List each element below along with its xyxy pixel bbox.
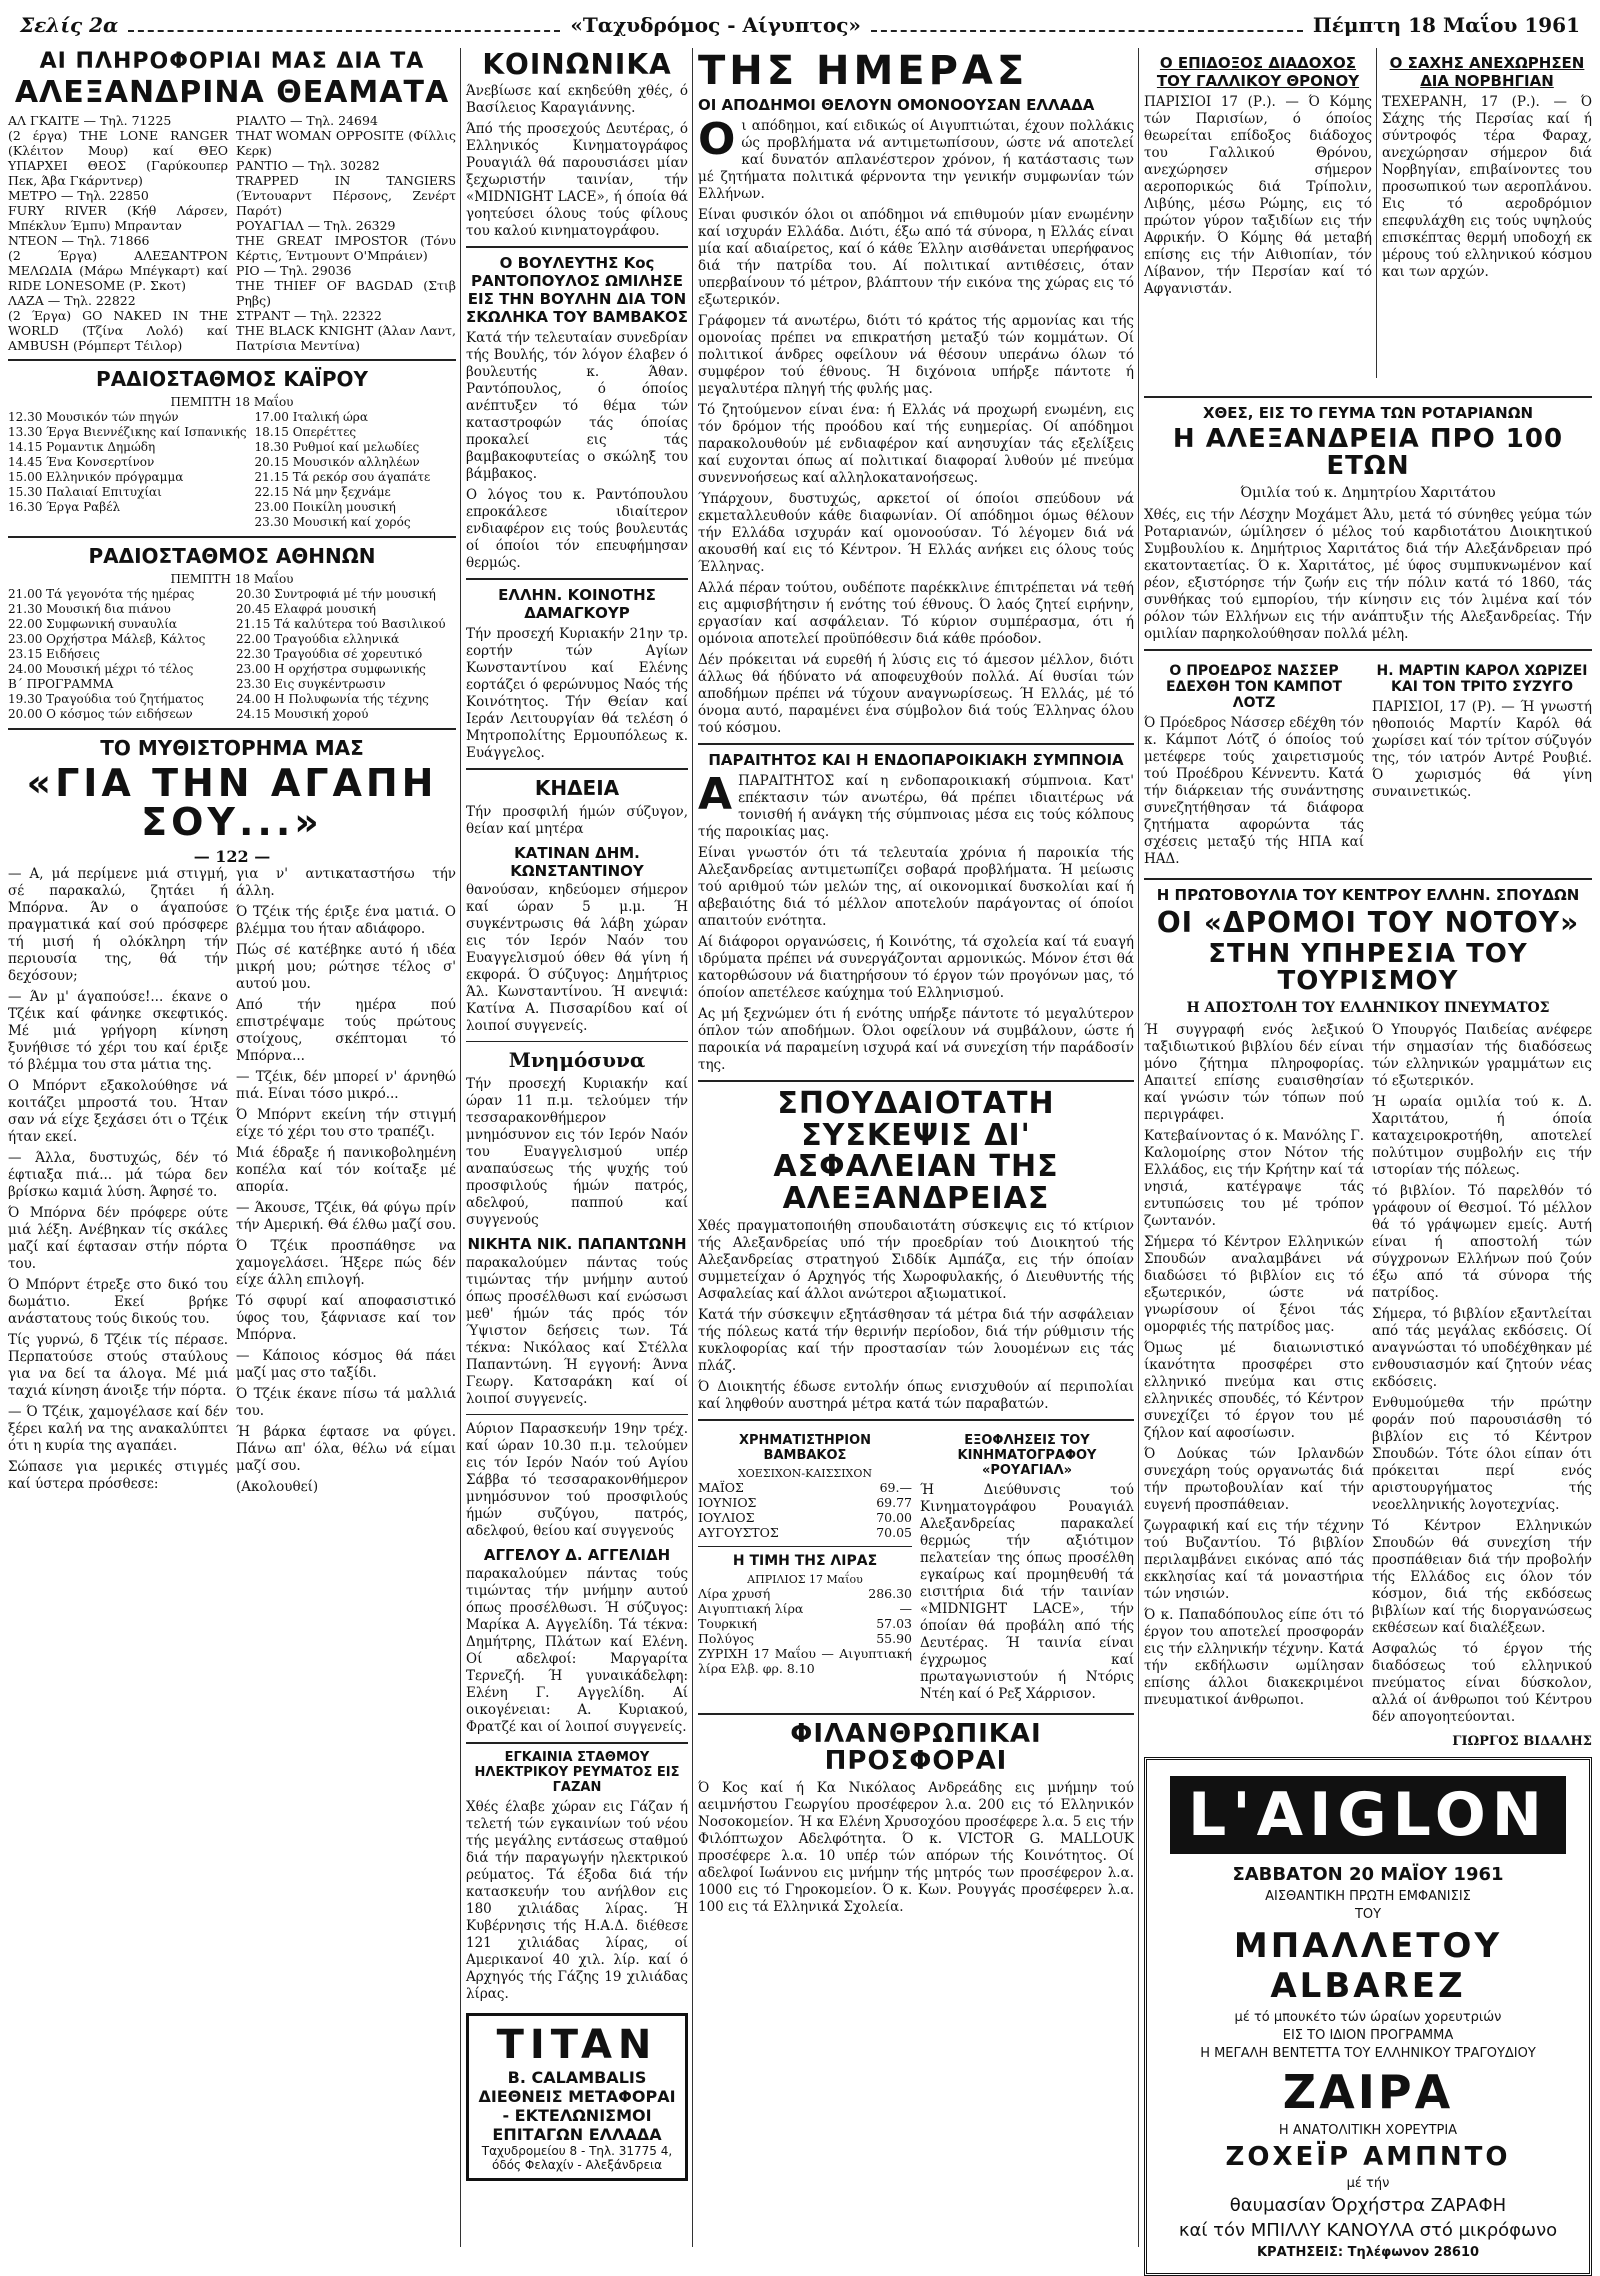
- pound-row: [698, 1616, 912, 1631]
- ad-date: ΣΑΒΒΑΤΟΝ 20 ΜΑΪΟΥ 1961: [1232, 1863, 1504, 1885]
- radio-program-item: 20.45 Ελαφρά μουσική: [236, 601, 376, 616]
- row-label: Τουρκική: [698, 1616, 757, 1631]
- ad-line-1: ΑΙΣΘΑΝΤΙΚΗ ΠΡΩΤΗ ΕΜΦΑΝΙΣΙΣ: [1265, 1888, 1471, 1904]
- studies-paragraph: ζωγραφική καί εις τήν τέχνην τού Βυζαντίου. Τό βιβλίον περιλαμβάνει εικόνας από τάς εκκλησίας καί τά μοναστήρια τών νησιών.: [1144, 1517, 1364, 1602]
- novel-paragraph: Πώς σέ κατέβηκε αυτό ή ιδέα μικρή μου; ρώτησε τέλος σ' αυτού μου.: [236, 942, 456, 993]
- issue-date: Πέμπτη 18 Μαΐου 1961: [1312, 13, 1580, 37]
- funeral-headline: ΚΗΔΕΙΑ: [534, 776, 620, 801]
- lead-article: [698, 114, 1134, 737]
- studies-paragraph: Όμως μέ διαιωνιστικό ίκανότητα προσφέρει στο ελληνικό πνεύμα και στις ελληνικές σπουδές, τό Κέντρον συνεχίζει τό έργον του μέ ζήλον καί αφοσίωσιν.: [1144, 1339, 1364, 1441]
- security-paragraph: Χθές πραγματοποιήθη σπουδαιοτάτη σύσκεψις εις τό κτίριον τής Αλεξανδρείας υπό τήν προεδρίαν τού Διοικητού τής Αλεξανδρείας στρατηγού Σιδδίκ Αμπάζα, εις τήν όποίαν συμμετείχαν ό Αρχηγός τής Χωροφυλακής, ό Διευθυντής τής Ασφαλείας καί άλλοι ανώτεροι αξιωματικοί.: [698, 1218, 1134, 1302]
- ad-line-8: θαυμασίαν Όρχήστρα ΖΑΡΑΦΗ: [1229, 2194, 1507, 2216]
- novel-title: «ΓΙΑ ΤΗΝ ΑΓΑΠΗ ΣΟΥ...»: [26, 760, 438, 845]
- ad-line-5: Η ΜΕΓΑΛΗ ΒΕΝΤΕΤΤΑ ΤΟΥ ΕΛΛΗΝΙΚΟΥ ΤΡΑΓΟΥΔΙΟΥ: [1200, 2045, 1536, 2061]
- divider: [8, 536, 456, 538]
- lead-paragraphs: [698, 114, 1134, 737]
- radio-program-item: 21.15 Τά ρεκόρ σου άγαπάτε: [254, 469, 431, 484]
- novel-paragraph: Τίς γυρνώ, δ Τζέικ τίς πέρασε. Περπατούσε στούς σταύλους για να δεί τα άλογα. Μέ μιά ταχιά κίνηση άνοιξε τήν πόρτα.: [8, 1332, 228, 1400]
- nasser-text: Ό Πρόεδρος Νάσσερ εδέχθη τόν κ. Κάμποτ Λότζ ό όποίος τού μετέφερε τούς χαιρετισμούς τού Προέδρου Κέννεντυ. Κατά τήν διάρκειαν τής συνάντησης συνεζητήθησαν τά διάφορα ζητήματα αφορώντα τάς σχέσεις μεταξύ τής ΗΠΑ καί ΗΑΔ.: [1144, 714, 1364, 867]
- lead-paragraph: Γράφομεν τά ανωτέρω, διότι τό κράτος τής αρμονίας και τής ομονοίας πρέπει να επικρατήση μεταξύ τών κομμάτων. Οί πολιτικοί άνδρες οφείλουν νά θέσουν υπεράνω όλων τό συμφέρον τού έθνους. Ή διχόνοια υπήρξε πάντοτε ή μεγαλυτέρα πληγή τής φυλής μας.: [698, 313, 1134, 397]
- radio-program-item: 12.30 Μουσικόν τών πηγών: [8, 409, 179, 424]
- novel-paragraph: — Άν μ' άγαπούσε!... έκανε ο Τζέικ καί φάνηκε σκεφτικός. Μέ μιά γρήγορη κίνηση ξυνήθισε τό χέρι του καί έριξε τό βλέμμα του στα μάτια της.: [8, 989, 228, 1074]
- symponia-paragraph: Ας μή ξεχνώμεν ότι ή ενότης υπήρξε πάντοτε τό μεγαλύτερον όπλον τών αποδήμων. Όλοι οφείλουν νά συμβάλουν, ώστε ή παροικία νά παραμείνη ισχυρά καί νά συνεχίση τήν παράδοσίν της.: [698, 1006, 1134, 1073]
- rotary-big-headline: Η ΑΛΕΞΑΝΔΡΕΙΑ ΠΡΟ 100 ΕΤΩΝ: [1172, 424, 1564, 482]
- cotton-market-title: ΧΡΗΜΑΤΙΣΤΗΡΙΟΝ ΒΑΜΒΑΚΟΣ: [738, 1433, 872, 1463]
- cinema-listing: ΣΤΡΑΝΤ — Τηλ. 22322: [236, 307, 382, 323]
- row-value: 70.00: [876, 1510, 912, 1525]
- memorial-name: ΝΙΚΗΤΑ ΝΙΚ. ΠΑΠΑΝΤΩΝΗ: [467, 1235, 687, 1254]
- divider: [698, 743, 1134, 745]
- memorial-headline: Μνημόσυνα: [508, 1048, 646, 1073]
- divider: [466, 1742, 688, 1744]
- radio-program-item: 23.15 Ειδήσεις: [8, 646, 100, 661]
- page-header: [20, 8, 1580, 42]
- cinema-listing: (2 έργα) THE LONE RANGER (Κλέιτον Μουρ) καί ΘΕΟ ΥΠΑΡΧΕΙ ΘΕΟΣ (Γαρύκουπερ Πεκ, Άβα Γκάρντνερ): [8, 127, 228, 188]
- row-label: ΑΥΓΟΥΣΤΟΣ: [698, 1525, 779, 1540]
- mp-article: [466, 330, 688, 572]
- lead-headline: ΟΙ ΑΠΟΔΗΜΟΙ ΘΕΛΟΥΝ ΟΜΟΝΟΟΥΣΑΝ ΕΛΛΑΔΑ: [698, 96, 1095, 114]
- radio-program-item: 21.00 Τά γεγονότα τής ημέρας: [8, 586, 195, 601]
- radio-program-item: 14.45 Ένα Κονσερτίνον: [8, 454, 155, 469]
- radio-program-item: 24.00 Η Πολυφωνία τής τέχνης: [236, 691, 429, 706]
- lead-paragraph: ι απόδημοι, καί ειδικώς οί Αιγυπτιώται, έχουν πολλάκις ώς προβλήματα νά αντιμετωπίσουν, ώστε νά αποτελεί καί δυνατόν απλανέστερον χρόνον, ή κατάστασις των μέ ζητήματα πολιτικά φέρνοντα την γενικήν συμφωνίαν τών Ελλήνων.: [698, 118, 1134, 202]
- novel-paragraph: (Ακολουθεί): [236, 1479, 319, 1496]
- rotary-text: Χθές, εις τήν Λέσχην Μοχάμετ Άλυ, μετά τό σύνηθες γεύμα τών Ροταριανών, ώμίλησεν ό μέλος τού καρδιοτάτου Διοικητικού Συμβουλίου κ. Δημήτριος Χαριτάτος διά τήν Αλεξάνδρειαν πρό εκατονταετίας. Ό κ. Χαριτάτος, μέ ύφος συμπυκνωμένον καί ρέον, εξιστόρησε τήν ζωήν εις τήν πόλιν κατά τό 1860, τάς συνθήκας τού εμπορίου, τήν κίνησιν εις τόν λιμένα καί τόν ρόλον τών Ελλήνων εις τήν ανάπτυξιν τής Αλεξανδρείας. Τήν ομιλίαν παρηκολούθησαν πολλά μέλη.: [1144, 506, 1592, 642]
- cinema-listing: THE THIEF OF BAGDAD (Στιβ Ρηβς): [236, 277, 456, 308]
- divider: [698, 1080, 1134, 1082]
- row-label: ΜΑΪΟΣ: [698, 1480, 744, 1495]
- radio-cairo-left: [8, 410, 247, 530]
- security-paragraph: Κατά τήν σύσκεψιν εξητάσθησαν τά μέτρα διά τήν ασφάλειαν τής πόλεως κατά τήν θερινήν περίοδον, διά τήν ρύθμισιν τής κυκλοφορίας καί τήν προστασίαν τών λουομένων εις τάς πλάζ.: [698, 1307, 1134, 1374]
- cinema-listing: ΜΕΤΡΟ — Τηλ. 22850: [8, 187, 149, 203]
- ad-zaira: ΖΑΙΡΑ: [1282, 2064, 1454, 2119]
- funeral-name: ΚΑΤΙΝΑΝ ΔΗΜ. ΚΩΝΣΤΑΝΤΙΝΟΥ: [510, 844, 644, 881]
- social-intro: [466, 83, 688, 240]
- novel-paragraph: Μιά έδραξε ή πανικοβολημένη κοπέλα καί τόν κοίταξε μέ απορία.: [236, 1145, 456, 1196]
- divider: [466, 768, 688, 770]
- mp-paragraph: Ο λόγος του κ. Ραντόπουλου επροκάλεσε ιδιαίτερον ενδιαφέρον εις τούς βουλευτάς οί όποίοι τόν επευφήμησαν θερμώς.: [466, 487, 688, 572]
- radio-athens-right: [236, 587, 456, 722]
- page-number: Σελίς 2α: [20, 13, 119, 37]
- radio-cairo-title: ΡΑΔΙΟΣΤΑΘΜΟΣ ΚΑΪΡΟΥ: [96, 366, 368, 391]
- column-main: [698, 48, 1134, 2247]
- carol-headline: Η. ΜΑΡΤΙΝ ΚΑΡΟΛ ΧΩΡΙΖΕΙ ΚΑΙ ΤΟΝ ΤΡΙΤΟ ΣΥΖΥΓΟ: [1376, 662, 1588, 695]
- divider: [1144, 649, 1592, 651]
- studies-subtitle: Η ΑΠΟΣΤΟΛΗ ΤΟΥ ΕΛΛΗΝΙΚΟΥ ΠΝΕΥΜΑΤΟΣ: [1186, 999, 1550, 1016]
- novel-paragraph: — Α, μά περίμενε μιά στιγμή, σέ παρακαλώ, ζητάει ή Μπόρνα. Άν ο άγαπούσε πραγματικά καί σού πρόσφερε τή μισή ή ολόκληρη τήν περιουσία της, θά τήν δεχόσουν;: [8, 866, 228, 985]
- security-paragraph: Ό Διοικητής έδωσε εντολήν όπως ενισχυθούν αί περιπολίαι καί ληφθούν αυστηρά μέτρα κατά τών παραβατών.: [698, 1379, 1134, 1412]
- donations-headline: ΦΙΛΑΝΘΡΩΠΙΚΑΙ ΠΡΟΣΦΟΡΑΙ: [790, 1719, 1042, 1777]
- radio-program-item: 22.00 Τραγούδια ελληνικά: [236, 631, 400, 646]
- memorial-text-2: παρακαλούμεν πάντας τούς τιμώντας τήν μνήμην αυτού όπως προσέλθωσι καί ενώσωσι μεθ' ήμών τάς πρός τόν Ύψιστον δεήσεις των. Τά τέκνα: Νικόλαος καί Στέλλα Παπαντώνη. Ή εγγονή: Άννα Γεωργ. Κατσαράκη καί οί λοιποί συγγενείς.: [466, 1255, 688, 1408]
- ad-line-9: καί τόν ΜΠΙΛΛΥ ΚΑΝΟΥΛΑ στό μικρόφωνο: [1178, 2219, 1558, 2241]
- memorial2-name: ΑΓΓΕΛΟΥ Δ. ΑΓΓΕΛΙΔΗ: [483, 1546, 671, 1565]
- studies-paragraph: Ό κ. Παπαδόπουλος είπε ότι τό έργον του αποτελεί προσφοράν εις τήν ελληνικήν τέχνην. Κατά τήν εκδήλωσιν ωμίλησαν επίσης άλλοι διακεκριμένοι πνευματικοί άνθρωποι.: [1144, 1606, 1364, 1708]
- column-divider: [1376, 48, 1377, 378]
- cinema-listing: ΡΙΟ — Τηλ. 29036: [236, 262, 352, 278]
- radio-program-item: 24.15 Μουσική χορού: [236, 706, 369, 721]
- carol-box: [1372, 657, 1592, 872]
- titan-address: Ταχυδρομείου 8 - Τηλ. 31775 4, όδός Φελαχίν - Αλεξάνδρεια: [481, 2144, 673, 2173]
- community-headline: ΕΛΛΗΝ. ΚΟΙΝΟΤΗΣ ΔΑΜΑΓΚΟΥΡ: [498, 586, 656, 623]
- radio-athens-schedule: [8, 587, 456, 722]
- novel-paragraph: Ό Μπόρντ έτρεξε στο δικό του δωμάτιο. Εκεί βρήκε ανάστατους τούς δικούς του.: [8, 1277, 228, 1328]
- nasser-box: [1144, 657, 1364, 872]
- entertainment-title-1: ΑΙ ΠΛΗΡΟΦΟΡΙΑΙ ΜΑΣ ΔΙΑ ΤΑ: [39, 49, 425, 74]
- novel-column-b: [236, 866, 456, 1500]
- studies-big-2: ΣΤΗΝ ΥΠΗΡΕΣΙΑ ΤΟΥ ΤΟΥΡΙΣΜΟΥ: [1208, 938, 1528, 997]
- radio-program-item: 23.00 Ορχήστρα Μάλεβ, Κάλτος: [8, 631, 206, 646]
- royal-cinema-title: ΕΞΟΦΛΗΣΕΙΣ ΤΟΥ ΚΙΝΗΜΑΤΟΓΡΑΦΟΥ «ΡΟΥΑΓΙΑΛ»: [957, 1433, 1097, 1478]
- cinema-list-right: [236, 113, 456, 353]
- security-headline: ΣΠΟΥΔΑΙΟΤΑΤΗ ΣΥΣΚΕΨΙΣ ΔΙ' ΑΣΦΑΛΕΙΑΝ ΤΗΣ ΑΛΕΞΑΝΔΡΕΙΑΣ: [773, 1086, 1059, 1216]
- cinema-listing: THE GREAT IMPOSTOR (Τόνυ Κέρτις, Έντμουντ Ο'Μπράιεν): [236, 232, 456, 263]
- cinema-listing: THAT WOMAN OPPOSITE (Φίλλις Κερκ): [236, 127, 456, 158]
- shah-text: ΤΕΧΕΡΑΝΗ, 17 (Ρ.). — Ό Σάχης τής Περσίας καί ή σύντροφός τέρα Φαραχ, ανεχώρησαν σήμερον διά Νορβηγίαν, επιβαίνοντες του προσωπικού των αεροπλάνου. Εις τό αεροδρόμιον επεφυλάχθη εις τούς υψηλούς επισκέπτας θερμή υποδοχή εκ μέρους τού ελληνικού κόσμου και των αρχών.: [1382, 94, 1592, 280]
- security-article: [698, 1218, 1134, 1413]
- divider: [1144, 396, 1592, 398]
- row-value: 70.05: [876, 1525, 912, 1540]
- funeral-text: θανούσαν, κηδεύομεν σήμερον καί ώραν 5 μ.μ. Ή συγκέντρωσις θά λάβη χώραν εις τόν Ιερόν Ναόν του Ευαγγελισμού όθεν θά γίνη ή εκφορά. Ό σύζυγος: Δημήτριος Άλ. Κωνσταντίνου. Ή ανεψιά: Κατίνα Α. Πισσαρίδου καί οί λοιποί συγγενείς.: [466, 882, 688, 1035]
- pound-row: [698, 1586, 912, 1601]
- lead-dropcap: Ο: [698, 114, 736, 165]
- symponia-dropcap: Α: [698, 769, 733, 820]
- ad-line-4: ΕΙΣ ΤΟ ΙΔΙΟΝ ΠΡΟΓΡΑΜΜΑ: [1282, 2027, 1454, 2043]
- symponia-paragraph: Αί διάφοροι οργανώσεις, ή Κοινότης, τά σχολεία καί τά ευαγή ιδρύματα πρέπει νά συνεργάζονται αρμονικώς. Μόνον έτσι θά κατορθώσουν νά διατηρήσουν τό έργον τών προγόνων μας, τό όποίον απετέλεσε καύχημα τού Ελληνισμού.: [698, 934, 1134, 1001]
- pound-row: [698, 1601, 912, 1616]
- row-value: 69.—: [879, 1480, 912, 1495]
- radio-athens-title: ΡΑΔΙΟΣΤΑΘΜΟΣ ΑΘΗΝΩΝ: [88, 543, 376, 568]
- novel-column-a: [8, 866, 228, 1500]
- cotton-market-row: [698, 1525, 912, 1540]
- cotton-market-row: [698, 1510, 912, 1525]
- novel-paragraph: Ό Μπόρνα δέν πρόφερε ούτε μιά λέξη. Ανέβηκαν τίς σκάλες μαζί καί έφτασαν στήν πόρτα του.: [8, 1205, 228, 1273]
- studies-signature: ΓΙΩΡΓΟΣ ΒΙΔΑΛΗΣ: [1452, 1733, 1592, 1749]
- ad-line-3: μέ τό μπουκέτο τών ώραίων χορευτριών: [1234, 2009, 1502, 2025]
- cinema-listing: (2 Έργα) GO NAKED IN THE WORLD (Τζίνα Λολό) καί AMBUSH (Ρόμπερτ Τέιλορ): [8, 307, 228, 353]
- novel-paragraph: Ή βάρκα έφτασε να φύγει. Πάνω απ' όλα, θέλω νά είμαι μαζί σου.: [236, 1424, 456, 1475]
- cinema-listing: FURY RIVER (Κήθ Λάρσεν, Μπέκλυν Έμπυ) Μπρανταν: [8, 202, 228, 233]
- laiglon-logo: L'AIGLON: [1170, 1776, 1566, 1854]
- studies-paragraph: τό βιβλίον. Τό παρελθόν τό γράφουν οί Θεσμοί. Τό μέλλον θά τό γράψωμεν εμείς. Αυτή είναι ή αποστολή τών σύγχρονων Ελλήνων πού ζούν έξω από τά σύνορα τής πατρίδος.: [1372, 1182, 1592, 1301]
- entertainment-title-2: ΑΛΕΞΑΝΔΡΙΝΑ ΘΕΑΜΑΤΑ: [14, 75, 450, 111]
- novel-paragraph: — Κάποιος κόσμος θά πάει μαζί μας στο ταξίδι.: [236, 1348, 456, 1382]
- mp-headline: Ο ΒΟΥΛΕΥΤΗΣ Κος ΡΑΝΤΟΠΟΥΛΟΣ ΩΜΙΛΗΣΕ ΕΙΣ ΤΗΝ ΒΟΥΛΗΝ ΔΙΑ ΤΟΝ ΣΚΩΛΗΚΑ ΤΟΥ ΒΑΜΒΑΚΟΣ: [466, 254, 688, 327]
- row-label: Πολύγος: [698, 1631, 754, 1646]
- cotton-market-table: [698, 1480, 912, 1540]
- divider: [698, 1713, 1134, 1715]
- titan-owner: B. CALAMBALIS: [507, 2068, 647, 2088]
- radio-program-item: 22.30 Τραγούδια σέ χορευτικό: [236, 646, 423, 661]
- memorial2-text: Αύριον Παρασκευήν 19ην τρέχ. καί ώραν 10.30 π.μ. τελούμεν εις τόν Ιερόν Ναόν τού Αγίου Σάββα τό τεσσαρακονθήμερον μνημόσυνον τού προσφιλούς ήμών συζύγου, πατρός, αδελφού, θείου καί συγγενούς: [466, 1421, 688, 1540]
- novel-label: ΤΟ ΜΥΘΙΣΤΟΡΗΜΑ ΜΑΣ: [100, 735, 364, 760]
- ad-dancer: ΖΟΧΕΪΡ ΑΜΠΝΤΟ: [1225, 2141, 1511, 2172]
- pound-note: ΖΥΡΙΧΗ 17 Μαΐου — Αιγυπτιακή λίρα Ελβ. φρ. 8.10: [698, 1646, 912, 1676]
- novel-paragraph: Τό σφυρί καί αποφασιστικό ύφος του, ξάφνιασε καί τον Μπόρνα.: [236, 1293, 456, 1344]
- community-article: [466, 626, 688, 762]
- column-social: [466, 48, 688, 2247]
- radio-program-item: 24.00 Μουσική μέχρι τό τέλος: [8, 661, 194, 676]
- radio-program-item: 18.30 Ρυθμοί καί μελωδίες: [254, 439, 420, 454]
- novel-paragraph: — Τζέικ, δέν μπορεί ν' άρνηθώ πιά. Είναι τόσο μικρό...: [236, 1069, 456, 1103]
- cinema-listings: [8, 113, 456, 353]
- studies-column-a: [1144, 1022, 1364, 1730]
- radio-cairo-right: [255, 410, 456, 530]
- divider: [698, 1546, 912, 1547]
- divider: [466, 1414, 688, 1415]
- rotary-subtitle: Όμιλία τού κ. Δημητρίου Χαριτάτου: [1240, 484, 1496, 501]
- studies-paragraph: Κατεβαίνοντας ό κ. Μανόλης Γ. Καλομοίρης στον Νότον τής Ελλάδος, εις τήν Κρήτην καί τά νησιά, κατέγραψε τάς εντυπώσεις του μέ τρόπον ζωντανόν.: [1144, 1127, 1364, 1229]
- radio-program-item: 15.30 Παλαιαί Επιτυχίαι: [8, 484, 162, 499]
- studies-paragraph: Ό Υπουργός Παιδείας ανέφερε τήν σημασίαν τής διαδόσεως τών ελληνικών γραμμάτων εις τό εξωτερικόν.: [1372, 1021, 1592, 1089]
- market-box: [698, 1427, 912, 1707]
- column-divider: [460, 48, 461, 2247]
- studies-headline: Η ΠΡΩΤΟΒΟΥΛΙΑ ΤΟΥ ΚΕΝΤΡΟΥ ΕΛΛΗΝ. ΣΠΟΥΔΩΝ: [1156, 885, 1580, 904]
- radio-program-item: 23.00 Η ορχήστρα συμφωνικής: [236, 661, 426, 676]
- novel-body: [8, 866, 456, 1500]
- radio-program-item: Β΄ ΠΡΟΓΡΑΜΜΑ: [8, 676, 114, 691]
- column-right-wide: [1144, 390, 1592, 2260]
- novel-paragraph: Ό Τζέικ έκανε πίσω τά μαλλιά του.: [236, 1386, 456, 1420]
- newspaper-name: «Ταχυδρόμος - Αίγυπτος»: [570, 13, 861, 37]
- ad-reservations: ΚΡΑΤΗΣΕΙΣ: Τηλέφωνον 28610: [1256, 2244, 1480, 2260]
- gaza-text: Χθές έλαβε χώραν εις Γάζαν ή τελετή τών εγκαινίων τού νέου τής μεγάλης εντάσεως σταθμού διά τήν παραγωγήν ηλεκτρικού ρεύματος. Τά έξοδα διά τήν κατασκευήν του ανήλθον εις 180 χιλιάδας λίρας. Ή Κυβέρνησις τής Η.Α.Δ. διέθεσε 121 χιλιάδας λίρας, οί Αμερικανοί 40 χιλ. λίρ. καί ό Αρχηγός τής Γάζης 19 χιλιάδας λίρας.: [466, 1799, 688, 2003]
- radio-program-item: 23.00 Ποικίλη μουσική: [254, 499, 396, 514]
- royal-cinema-text: Ή Διεύθυνσις τού Κινηματογράφου Ρουαγιάλ Αλεξανδρείας παρακαλεί θερμώς τήν αξιότιμον πελατείαν της όπως προσέλθη εγκαίρως καί προμηθευθή τά εισιτήρια διά τήν ταινίαν «MIDNIGHT LACE», τήν όποίαν θά προβάλη από τής Δευτέρας. Ή ταινία είναι έγχρωμος καί πρωταγωνιστούν ή Ντόρις Ντέη καί ό Ρεξ Χάρρισον.: [920, 1482, 1134, 1702]
- memorial-text: Τήν προσεχή Κυριακήν καί ώραν 11 π.μ. τελούμεν τήν τεσσαρακονθήμερον μνημόσυνον εις τόν Ιερόν Ναόν του Ευαγγελισμού υπέρ αναπαύσεως τής ψυχής τού προσφιλούς ήμών πατρός, αδελφού, παππού καί συγγενούς: [466, 1076, 688, 1229]
- novel-paragraph: Από τήν ημέρα πού επιστρέψαμε τούς πρώτους στοίχους, σκέπτομαι τό Μπόρνα...: [236, 997, 456, 1065]
- social-paragraph: Άπό τής προσεχούς Δευτέρας, ό Ελληνικός Κινηματογράφος Ρουαγιάλ θά παρουσιάσει μίαν ξεχωριστήν ταινίαν, τήν «MIDNIGHT LACE», ή όποία θά γοητεύσει όλους τούς φίλους του καλού κινηματογράφου.: [466, 121, 688, 240]
- cinema-listing: ΛΑΖΑ — Τηλ. 22822: [8, 292, 136, 308]
- novel-paragraph: για ν' αντικαταστήσω τήν άλλη.: [236, 866, 456, 900]
- radio-program-item: 21.15 Τά καλύτερα τού Βασιλικού: [236, 616, 446, 631]
- column-divider: [692, 48, 693, 2247]
- row-label: Λίρα χρυσή: [698, 1586, 771, 1601]
- cinema-listing: ΡΟΥΑΓΙΑΛ — Τηλ. 26329: [236, 217, 396, 233]
- divider: [698, 1419, 1134, 1421]
- studies-paragraph: Σήμερα τό Κέντρον Ελληνικών Σπουδών αναλαμβάνει νά διαδώσει τό βιβλίον εις τό εξωτερικόν, ώστε νά γνωρίσουν οί ξένοι τάς ομορφιές τής πατρίδος μας.: [1144, 1233, 1364, 1335]
- studies-body: [1144, 1022, 1592, 1730]
- symponia-article: [698, 769, 1134, 1074]
- radio-program-item: 23.30 Μουσική καί χορός: [254, 514, 411, 529]
- studies-paragraph: Ή ωραία ομιλία τού κ. Δ. Χαριτάτου, ή όποία καταχειροκροτήθη, αποτελεί πολύτιμον συμβολήν εις τήν ιστορίαν τής πόλεως.: [1372, 1093, 1592, 1178]
- radio-program-item: 15.00 Ελληνικόν πρόγραμμα: [8, 469, 184, 484]
- novel-paragraph: Ό Τζέικ προσπάθησε να χαμογελάσει. Ήξερε πώς δέν είχε άλλη επιλογή.: [236, 1238, 456, 1289]
- novel-paragraph: — Άλλα, δυστυχώς, δέν τό έφτιαξα πιά... μά τώρα δεν βρίσκω καμιά λύση. Άφησέ το.: [8, 1150, 228, 1201]
- nasser-headline: Ο ΠΡΟΕΔΡΟΣ ΝΑΣΣΕΡ ΕΔΕΧΘΗ ΤΟΝ ΚΑΜΠΟΤ ΛΟΤΖ: [1165, 662, 1343, 711]
- radio-program-item: 14.15 Ρομαντικ Δημώδη: [8, 439, 156, 454]
- studies-paragraph: Τό Κέντρον Ελληνικών Σπουδών θά συνεχίση τήν προσπάθειαν διά τήν προβολήν τής Ελλάδος εις όλον τόν κόσμον, διά τής εκδόσεως βιβλίων καί τής διοργανώσεως εκθέσεων καί διαλέξεων.: [1372, 1517, 1592, 1636]
- row-value: 69.77: [876, 1495, 912, 1510]
- nasser-carol-row: [1144, 657, 1592, 872]
- cinema-listing: ΡΙΑΛΤΟ — Τηλ. 24694: [236, 112, 378, 128]
- radio-program-item: 22.00 Συμφωνική συναυλία: [8, 616, 178, 631]
- pound-row: [698, 1631, 912, 1646]
- row-label: ΙΟΥΛΙΟΣ: [698, 1510, 755, 1525]
- social-title: ΚΟΙΝΩΝΙΚΑ: [482, 48, 672, 81]
- pound-title: Η ΤΙΜΗ ΤΗΣ ΛΙΡΑΣ: [732, 1553, 878, 1569]
- memorial2-text-2: παρακαλούμεν πάντας τούς τιμώντας τήν μνήμην αυτού όπως προσέλθωσι. Ή σύζυγος: Μαρίκα Α. Αγγελίδη. Τά τέκνα: Δημήτρης, Πλάτων καί Ελένη. Οί αδελφοί: Μαργαρίτα Τερνεζή. Ή γυναικάδελφη: Ελένη Γ. Αγγελίδη. Αί οικογένειαι: Α. Κυριακού, Φρατζέ και οί λοιποί συγγενείς.: [466, 1566, 688, 1736]
- studies-paragraph: Ενθυμούμεθα τήν πρώτην φοράν πού παρουσιάσθη τό βιβλίον εις τό Κέντρον Σπουδών. Τότε όλοι είπαν ότι πρόκειται περί ενός αριστουργήματος τής νεοελληνικής λογοτεχνίας.: [1372, 1394, 1592, 1513]
- radio-program-item: 13.30 Έργα Βιεννέζικης καί Ισπανικής: [8, 424, 247, 439]
- column-news-right: [1382, 48, 1592, 378]
- novel-paragraph: — Ό Τζέικ, χαμογέλασε καί δέν ξέρει καλή να της ανακαλύπτει ότι η κυρία της αγαπάει.: [8, 1404, 228, 1455]
- cinema-listing: TRAPPED IN TANGIERS (Έντουαρντ Πέρσονς, Ζενέρτ Παρότ): [236, 172, 456, 218]
- donations-text: Ό Κος καί ή Κα Νικόλαος Ανδρεάδης εις μνήμην τού αειμνήστου Γεωργίου προσέφερον λ.α. 200 εις τό Ελληνικόν Νοσοκομείον. Ή κα Ελένη Χρυσοχόου προσέφερε λ.α. 5 εις τήν Φιλόπτωχον Αδελφότητα. Ό κ. VICTOR G. MALLOUK προσέφερε λ.α. 10 υπέρ τών απόρων τής Κοινότητος. Οί αδελφοί Ιωάννου εις μνήμην τής μητρός των προσέφερον λ.α. 1000 εις τό Γηροκομείον. Ό κ. Κων. Ρουγγάς προσέφερεν λ.α. 100 εις τά Ελληνικά Σχολεία.: [698, 1779, 1134, 1915]
- symponia-paragraph: ΠΑΡΑΙΤΗΤΟΣ καί η ενδοπαροικιακή σύμπνοια. Κατ' επέκτασιν τών ανωτέρω, θά πρέπει ιδιαιτέρως νά τονισθή ή ανάγκη τής σύμπνοιας μέσα εις τούς κόλπους τής παροικίας μας.: [698, 773, 1134, 840]
- radio-athens-left: [8, 587, 228, 722]
- main-title: ΤΗΣ ΗΜΕΡΑΣ: [698, 48, 1029, 94]
- titan-logo: TITAN: [496, 2022, 658, 2069]
- column-entertainment: [8, 48, 456, 2247]
- novel-paragraph: Ό Τζέικ τής έριξε ένα ματιά. Ο βλέμμα του ήταν αδιάφορο.: [236, 904, 456, 938]
- ad-line-2: ΤΟΥ: [1354, 1906, 1382, 1922]
- community-paragraph: Τήν προσεχή Κυριακήν 21ην τρ. εορτήν τών Αγίων Κωνσταντίνου καί Ελένης εορτάζει ό φερώνυμος Ναός τής Κοινότητος. Τήν Θείαν καί Ιεράν Λειτουργίαν θά τελέση ό Μητροπολίτης Ερμουπόλεως κ. Ευάγγελος.: [466, 626, 688, 762]
- header-rule: [128, 18, 560, 32]
- row-label: ΙΟΥΝΙΟΣ: [698, 1495, 757, 1510]
- gaza-headline: ΕΓΚΑΙΝΙΑ ΣΤΑΘΜΟΥ ΗΛΕΚΤΡΙΚΟΥ ΡΕΥΜΑΤΟΣ ΕΙΣ ΓΑΖΑΝ: [474, 1750, 680, 1796]
- divider: [466, 246, 688, 248]
- radio-cairo-date: ΠΕΜΠΤΗ 18 Μαΐου: [170, 394, 294, 409]
- symponia-headline: ΠΑΡΑΙΤΗΤΟΣ ΚΑΙ Η ΕΝΔΟΠΑΡΟΙΚΙΑΚΗ ΣΥΜΠΝΟΙΑ: [708, 751, 1124, 769]
- cotton-market-row: [698, 1480, 912, 1495]
- radio-program-item: 19.30 Τραγούδια τού ζητήματος: [8, 691, 204, 706]
- novel-part: — 122 —: [193, 847, 271, 867]
- count-paris-text: ΠΑΡΙΣΙΟΙ 17 (Ρ.). — Ό Κόμης τών Παρισίων, ό όποίος θεωρείται επίδοξος διάδοχος του Γαλλικού Θρόνου, ανεχώρησεν σήμερον αεροπορικώς διά Τρίπολιν, Λιβύης, μέσω Ρώμης, εις τό πρώτον γύρον ταξιδίων εις τήν Αφρικήν. Ό Κόμης θά μεταβή επίσης εις τήν Αιθιοπίαν, τόν Λίβανον, τήν Περσίαν καί τό Αφγανιστάν.: [1144, 94, 1372, 297]
- titan-advert: [466, 2013, 688, 2181]
- row-value: 286.30: [868, 1586, 912, 1601]
- novel-paragraph: — Άκουσε, Τζέικ, θά φύγω πρίν τήν Αμερική. Θά έλθω μαζί σου.: [236, 1200, 456, 1234]
- lead-paragraph: Αλλά πέραν τούτου, ουδέποτε παρέκκλινε έπιτρέπεται νά τεθή εις αμφισβήτησιν ή ενότης τού έθνους. Ό λαός ζητεί ειρήνην, εργασίαν καί ασφάλειαν. Τό κύριον συμπέρασμα, ότι ή ομόνοια αποτελεί προϋπόθεσιν διά κάθε πρόοδον.: [698, 580, 1134, 647]
- divider: [8, 728, 456, 730]
- ad-ballet: ΜΠΑΛΛΕΤΟΥ ALBAREZ: [1233, 1925, 1503, 2006]
- radio-program-item: 20.00 Ο κόσμος τών ειδήσεων: [8, 706, 193, 721]
- ad-line-6: Η ΑΝΑΤΟΛΙΤΙΚΗ ΧΟΡΕΥΤΡΙΑ: [1278, 2122, 1458, 2138]
- divider: [8, 359, 456, 361]
- titan-services: ΔΙΕΘΝΕΙΣ ΜΕΤΑΦΟΡΑΙ - ΕΚΤΕΛΩΝΙΣΜΟΙ ΕΠΙΤΑΓΩΝ ΕΛΛΑΔΑ: [478, 2087, 676, 2145]
- cotton-market-row: [698, 1495, 912, 1510]
- studies-big-1: ΟΙ «ΔΡΟΜΟΙ ΤΟΥ ΝΟΤΟΥ»: [1156, 905, 1580, 939]
- novel-paragraph: Ο Μπόρντ εξακολούθησε νά κοιτάζει μπροστά του. Ήταν σαν νά είχε ξεχάσει ότι ο Τζέικ ήταν εκεί.: [8, 1078, 228, 1146]
- symponia-paragraphs: [698, 769, 1134, 1074]
- row-value: 57.03: [876, 1616, 912, 1631]
- symponia-paragraph: Είναι γνωστόν ότι τά τελευταία χρόνια ή παροικία τής Αλεξανδρείας αντιμετωπίζει σοβαρά προβλήματα. Ή μείωσις τού αριθμού τών μελών της, αί οικονομικαί δυσκολίαι καί ή αβεβαιότης διά τό μέλλον αποτελούν παράγοντας οί όποίοι απαιτούν ενότητα.: [698, 845, 1134, 929]
- row-value: —: [899, 1601, 912, 1616]
- divider: [466, 578, 688, 580]
- header-rule: [871, 18, 1303, 32]
- studies-paragraph: Ασφαλώς τό έργον τής διαδόσεως τού ελληνικού πνεύματος είναι δύσκολον, αλλά οί άνθρωποι τού Κέντρου δέν απογοητεύονται.: [1372, 1640, 1592, 1725]
- divider: [466, 1041, 688, 1042]
- lead-paragraph: Ύπάρχουν, δυστυχώς, αρκετοί οί όποίοι σπεύδουν νά εκμεταλλευθούν κάθε διαφωνίαν. Οί απόδημοι όμως θέλουν τήν Ελλάδα ισχυράν καί ομονοούσαν. Τό λέγομεν διά νά ακουσθή καί εις τό Κέντρον. Ή Ελλάς ανήκει εις όλους τούς Έλληνας.: [698, 491, 1134, 575]
- rotary-headline: ΧΘΕΣ, ΕΙΣ ΤΟ ΓΕΥΜΑ ΤΩΝ ΡΟΤΑΡΙΑΝΩΝ: [1202, 404, 1534, 422]
- market-cinema-row: [698, 1427, 1134, 1707]
- studies-paragraph: Σήμερα, τό βιβλίον εξαντλείται από τάς μεγάλας εκδόσεις. Οί αναγνώσται τό υποδέχθηκαν μέ ενθουσιασμόν καί ζητούν νέας εκδόσεις.: [1372, 1305, 1592, 1390]
- cotton-market-subtitle: ΧΟΕΣΙΧΟΝ-ΚΑΙΣΣΙΧΟΝ: [737, 1467, 873, 1480]
- cinema-listing: THE BLACK KNIGHT (Άλαν Λαντ, Πατρίσια Μεντίνα): [236, 322, 456, 353]
- radio-program-item: 20.30 Συντροφιά μέ τήν μουσική: [236, 586, 436, 601]
- funeral-intro: Τήν προσφιλή ήμών σύζυγον, θείαν καί μητέρα: [466, 804, 688, 838]
- shah-headline: Ο ΣΑΧΗΣ ΑΝΕΧΩΡΗΣΕΝ ΔΙΑ ΝΟΡΒΗΓΙΑΝ: [1389, 54, 1585, 90]
- radio-athens-date: ΠΕΜΠΤΗ 18 Μαΐου: [170, 571, 294, 586]
- mp-paragraph: Κατά τήν τελευταίαν συνεδρίαν τής Βουλής, τόν λόγον έλαβεν ό βουλευτής κ. Άθαν. Ραντόπουλος, ό όποίος ανέπτυξεν τό θέμα τών καταστροφών τάς όποίας προκαλεί εις τάς βαμβακοφυτείας ο σκώληξ του βάμβακος.: [466, 330, 688, 483]
- cinema-listing: ΝΤΕΟΝ — Τηλ. 71866: [8, 232, 150, 248]
- cinema-listing: ΑΛ ΓΚΑΙΤΕ — Τηλ. 71225: [8, 112, 172, 128]
- cinema-list-left: [8, 113, 228, 353]
- novel-paragraph: Ό Μπόρντ εκείνη τήν στιγμή είχε τό χέρι του στο τραπέζι.: [236, 1107, 456, 1141]
- row-value: 55.90: [876, 1631, 912, 1646]
- column-divider: [1138, 48, 1139, 2247]
- cinema-listing: (2 Έργα) ΑΛΕΞΑΝΤΡΟΝ ΜΕΛΩΔΙΑ (Μάρω Μπέγκαρτ) καί RIDE LONESOME (Ρ. Σκοτ): [8, 247, 228, 293]
- divider: [1144, 878, 1592, 880]
- studies-paragraph: Ό Δούκας τών Ιρλανδών συνεχάρη τούς οργανωτάς διά τήν πρωτοβουλίαν καί τήν ευγενή προσπάθειαν.: [1144, 1445, 1364, 1513]
- social-paragraph: Άνεβίωσε καί εκηδεύθη χθές, ό Βασίλειος Καραγιάννης.: [466, 83, 688, 117]
- lead-paragraph: Τό ζητούμενον είναι ένα: ή Ελλάς νά προχωρή ενωμένη, εις τόν δρόμον τής προόδου καί τής ευημερίας. Οί απόδημοι παρακολουθούν μέ ενδιαφέρον καί ανησυχίαν τάς εξελίξεις καί ευχονται όπως αί πολιτικαί διαφοραί λυθούν μέ πνεύμα συνεννοήσεως καί αλληλοκατανοήσεως.: [698, 402, 1134, 486]
- radio-program-item: 17.00 Ιταλική ώρα: [254, 409, 368, 424]
- pound-table: [698, 1586, 912, 1646]
- radio-program-item: 20.15 Μουσικόν αλληλέων: [254, 454, 420, 469]
- royal-cinema-box: [920, 1427, 1134, 1707]
- radio-program-item: 21.30 Μουσική δια πιάνου: [8, 601, 171, 616]
- studies-paragraph: Ή συγγραφή ενός λεξικού ταξιδιωτικού βιβλίου δέν είναι μόνο ζήτημα πληροφορίας. Απαιτεί επίσης ευαισθησίαν καί γνώσιν τών τόπων πού περιγράφει.: [1144, 1021, 1364, 1123]
- radio-program-item: 22.15 Νά μην ξεχνάμε: [254, 484, 391, 499]
- ad-line-7: μέ τήν: [1346, 2175, 1390, 2191]
- radio-program-item: 16.30 Έργα Ραβέλ: [8, 499, 121, 514]
- studies-column-b: [1372, 1022, 1592, 1730]
- novel-paragraph: Σώπασε για μερικές στιγμές καί ύστερα πρόσθεσε:: [8, 1459, 228, 1493]
- radio-cairo-schedule: [8, 410, 456, 530]
- lead-paragraph: Δέν πρόκειται νά ευρεθή ή λύσις εις τό άμεσον μέλλον, διότι άλλως θά ήδύνατο νά αποφευχθούν πολλά. Αί θυσίαι τών αποδήμων πρέπει νά τύχουν αναγνωρίσεως. Ή Ελλάς, μέ τό όνομα αυτό, παραμένει ένα σύμβολον διά τούς Έλληνας όλου τού κόσμου.: [698, 652, 1134, 736]
- pound-date: ΑΠΡΙΛΙΟΣ 17 Μαΐου: [747, 1573, 863, 1586]
- radio-program-item: 18.15 Οπερέττες: [254, 424, 357, 439]
- row-label: Αιγυπτιακή λίρα: [698, 1601, 804, 1616]
- cinema-listing: ΡΑΝΤΙΟ — Τηλ. 30282: [236, 157, 380, 173]
- lead-paragraph: Είναι φυσικόν όλοι οι απόδημοι νά επιθυμούν μίαν ενωμένην καί ισχυράν Ελλάδα. Διότι, έξω από τά σύνορα, η Ελλάς είναι μία καί αδιαίρετος, καί ό κάθε Έλλην αισθάνεται υπερήφανος διά τήν πατρίδα του. Αί πολιτικαί αντιθέσεις, όταν υπερβαίνουν τό μέτρον, βλάπτουν τήν εικόνα της χώρας εις τό εξωτερικόν.: [698, 207, 1134, 308]
- laiglon-advert: [1144, 1757, 1592, 2276]
- count-paris-headline: Ο ΕΠΙΔΟΞΟΣ ΔΙΑΔΟΧΟΣ ΤΟΥ ΓΑΛΛΙΚΟΥ ΘΡΟΝΟΥ: [1156, 54, 1360, 90]
- carol-text: ΠΑΡΙΣΙΟΙ, 17 (Ρ). — Ή γνωστή ηθοποιός Μαρτίν Καρόλ θά χωρίσει καί τόν τρίτον σύζυγόν της, τόν ιατρόν Αντρέ Ρουβιέ. Ό χωρισμός θά γίνη συναινετικώς.: [1372, 698, 1592, 800]
- radio-program-item: 23.30 Εις συγκέντρωσιν: [236, 676, 386, 691]
